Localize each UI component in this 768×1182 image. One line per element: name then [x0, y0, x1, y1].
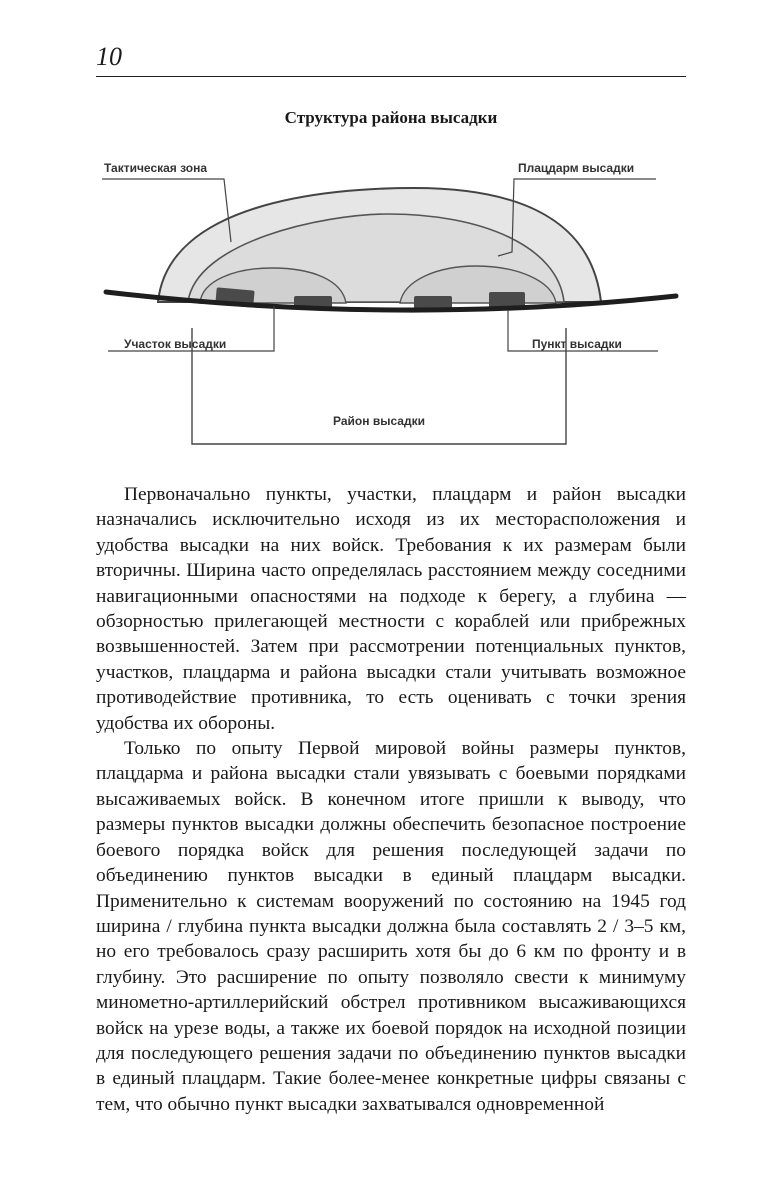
page-number: 10 — [96, 42, 122, 71]
label-tactical-zone: Тактическая зона — [104, 161, 208, 175]
header-rule — [96, 76, 686, 77]
label-landing-point: Пункт высадки — [532, 337, 622, 351]
landing-area-diagram — [96, 150, 686, 460]
landing-point-3 — [414, 296, 452, 309]
paragraph-2: Только по опыту Первой мировой войны размеры пунктов, плацдарма и района высадки стали увязывать с боевыми порядками высаживаемых войск. В конечном итоге пришли к выводу, что размеры пунктов высадки должны обеспечить безопасное построение боевого порядка войск для решения последующей задачи по объединению пунктов высадки в единый плацдарм высадки. Применительно к системам вооружений по состоянию на 1945 год ширина / глубина пункта высадки должна была составлять 2 / 3–5 км, но его требовалось сразу расширить хотя бы до 6 км по фронту и в глубину. Это расширение по опыту позволяло свести к минимуму минометно-артиллерийский обстрел противником высаживающихся войск на урезе воды, а также их боевой порядок на исходной позиции для последующего решения задачи по объединению пунктов высадки в единый плацдарм. Такие более-менее конкретные цифры связаны с тем, что обычно пункт высадки захватывался одновременной — [96, 738, 686, 1115]
label-landing-sector: Участок высадки — [124, 337, 227, 351]
paragraph-1: Первоначально пункты, участки, плацдарм и район высадки назначались исключительно исходя из их месторасположения и удобства высадки на них войск. Требования к их размерам были вторичны. Ширина часто определялась расстоянием между соседними навигационными опасностями на подходе к берегу, а глубина — обзорностью прилегающей местности с кораблей или прибрежных возвышенностей. Затем при рассмотрении потенциальных пунктов, участков, плацдарма и района высадки стали учитывать возможное противодействие противника, то есть оценивать с точки зрения удобства их обороны. — [96, 484, 686, 734]
body-text — [96, 482, 686, 1117]
label-landing-area: Район высадки — [333, 414, 425, 428]
label-bridgehead: Плацдарм высадки — [518, 161, 635, 175]
figure-title: Структура района высадки — [284, 108, 498, 127]
